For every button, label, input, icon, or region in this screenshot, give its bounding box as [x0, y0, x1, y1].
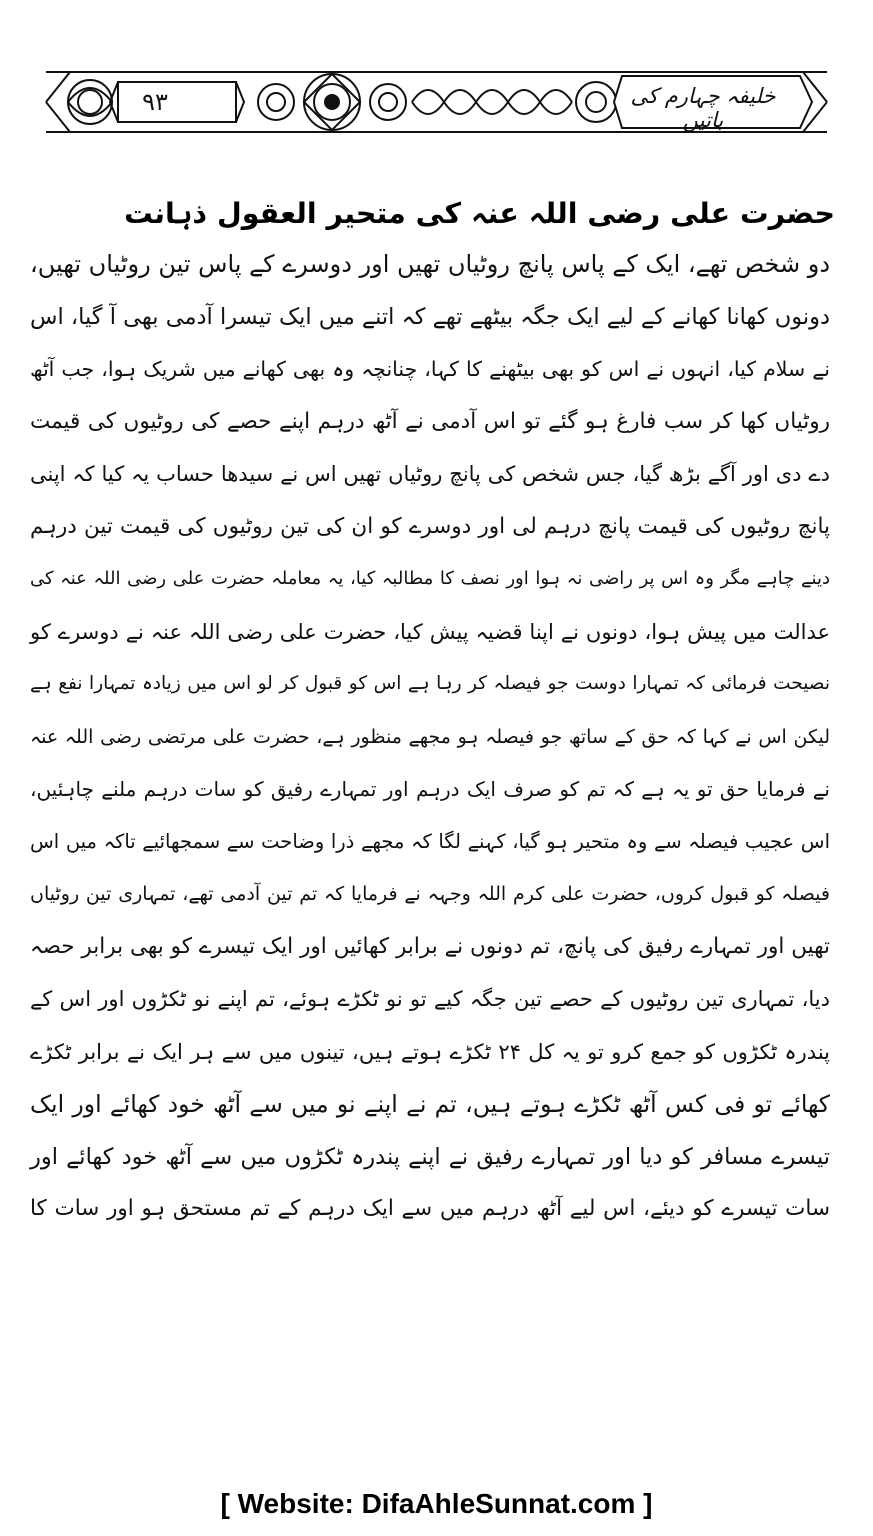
page-number: ۹۳	[142, 88, 168, 116]
text-line: نصیحت فرمائی کہ تمہارا دوست جو فیصلہ کر رہا ہے اس کو قبول کر لو اس میں زیادہ تمہارا نفع ہے	[30, 673, 830, 694]
website-credit: [ Website: DifaAhleSunnat.com ]	[220, 1488, 653, 1519]
text-line: اس عجیب فیصلہ سے وہ متحیر ہو گیا، کہنے لگا کہ مجھے ذرا وضاحت سے سمجھائیے تاکہ میں اس	[30, 829, 830, 853]
text-line: پانچ روٹیوں کی قیمت پانچ درہم لی اور دوسرے کو ان کی تین روٹیوں کی قیمت تین درہم	[30, 513, 830, 539]
text-line: عدالت میں پیش ہوا، دونوں نے اپنا قضیہ پیش کیا، حضرت علی رضی اللہ عنہ نے دوسرے کو	[30, 619, 830, 644]
body-text	[30, 238, 830, 1236]
text-line: پندرہ ٹکڑوں کو جمع کرو تو یہ کل ۲۴ ٹکڑے ہوتے ہیں، تینوں میں سے ہر ایک نے برابر ٹکڑے	[30, 1039, 830, 1064]
text-line: روٹیاں کھا کر سب فارغ ہو گئے تو اس آدمی نے آٹھ درہم اپنے حصے کی روٹیوں کی قیمت	[30, 408, 830, 434]
text-line: تیسرے مسافر کو دیا اور تمہارے رفیق نے اپنے پندرہ ٹکڑوں میں سے آٹھ خود کھائے اور	[30, 1143, 830, 1170]
text-line: کھائے تو فی کس آٹھ ٹکڑے ہوتے ہیں، تم نے اپنے نو میں سے آٹھ خود کھائے اور ایک	[30, 1090, 830, 1118]
running-title: خلیفہ چہارم کی باتیں	[630, 84, 776, 132]
text-line: سات تیسرے کو دیئے، اس لیے آٹھ درہم میں سے ایک درہم کے تم مستحق ہو اور سات کا	[30, 1196, 830, 1221]
text-line: دیا، تمہاری تین روٹیوں کے حصے تین جگہ کیے تو نو ٹکڑے ہوئے، تم اپنے نو ٹکڑوں اور اس کے	[30, 987, 830, 1011]
text-line: دے دی اور آگے بڑھ گیا، جس شخص کی پانچ روٹیاں تھیں اس نے سیدھا حساب یہ کیا کہ اپنی	[30, 462, 830, 486]
text-line: لیکن اس نے کہا کہ حق کے ساتھ جو فیصلہ ہو مجھے منظور ہے، حضرت علی مرتضی رضی اللہ عنہ	[30, 725, 830, 748]
text-line: تھیں اور تمہارے رفیق کی پانچ، تم دونوں نے برابر کھائیں اور ایک تیسرے کو بھی برابر حصہ	[30, 933, 830, 959]
text-line: دینے چاہے مگر وہ اس پر راضی نہ ہوا اور نصف کا مطالبہ کیا، یہ معاملہ حضرت علی رضی اللہ عنہ کی	[30, 568, 830, 589]
text-line: نے سلام کیا، انہوں نے اس کو بھی بیٹھنے کا کہا، چنانچہ وہ بھی کھانے میں شریک ہوا، جب آٹھ	[30, 357, 830, 381]
text-line: دونوں کھانا کھانے کے لیے ایک جگہ بیٹھے تھے کہ اتنے میں ایک تیسرا آدمی بھی آ گیا، اس	[30, 303, 830, 330]
chapter-title: حضرت علی رضی اللہ عنہ کی متحیر العقول ذہانت	[124, 197, 835, 231]
text-line: نے فرمایا حق تو یہ ہے کہ تم کو صرف ایک درہم اور تمہارے رفیق کو سات درہم ملنے چاہئیں،	[30, 777, 831, 801]
text-line: فیصلہ کو قبول کروں، حضرت علی کرم اللہ وجہہ نے فرمایا کہ تم تین آدمی تھے، تمہاری تین روٹیاں	[30, 883, 830, 905]
text-line: دو شخص تھے، ایک کے پاس پانچ روٹیاں تھیں اور دوسرے کے پاس تین روٹیاں تھیں،	[30, 250, 830, 278]
